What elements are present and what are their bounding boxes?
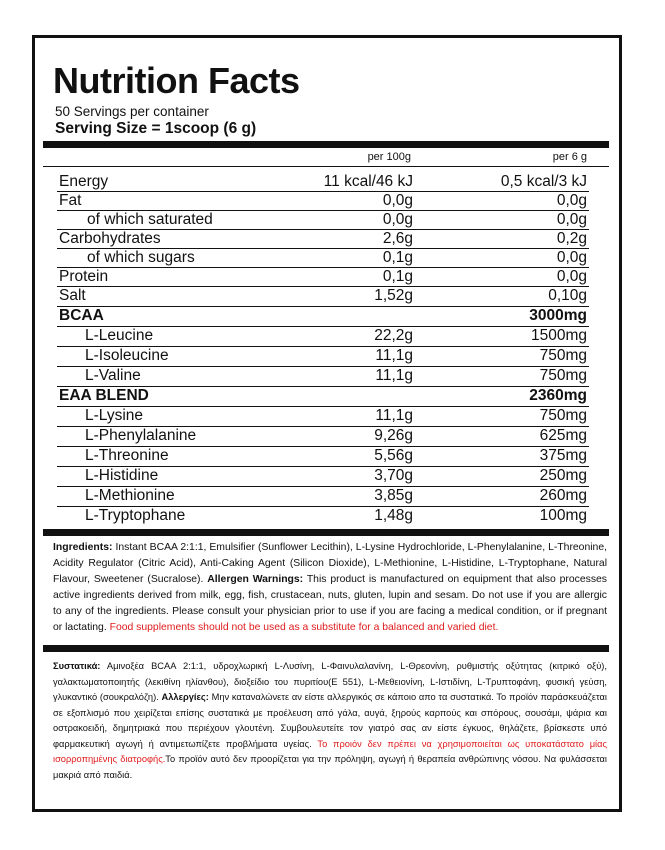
amino-row-isoleucine (57, 347, 589, 367)
column-header-per-100g: per 100g (367, 151, 411, 163)
amino-name: L-Leucine (85, 327, 154, 344)
value-per-serving: 0,2g (556, 230, 587, 247)
value-per-100g: 0,1g (382, 268, 413, 285)
section-row-eaa-blend (57, 387, 589, 407)
nutrient-name: Fat (59, 192, 82, 209)
value-per-100g: 22,2g (374, 327, 413, 344)
ingredients-english (53, 540, 607, 636)
amino-row-lysine (57, 407, 589, 427)
greek-allergen-text: Μην καταναλώνετε αν είστε αλλεργικός σε κάποιο απο τα συστατικά. Το προϊόν παράσκευάζεται σε εξοπλισμό που χειρίζεται επίσης συστατικά με προέλευση από γάλα, αυγά, ξηρούς καρπούς και σπόρους, σουσάμι, ψάρια και οστρακοειδή, δημητριακά που περιέχουν γλουτένη. Συμβουλευτείτε τον γιατρό σας αν είστε έγκυος, θηλάζετε, βρίσκεστε υπό φαρμακευτική αγωγή ή αντιμετωπίζετε προβλήματα υγείας. (53, 692, 607, 749)
greek-supplement-warning: Το προιόν δεν πρέπει να χρησιμοποιείται ως υποκατάστατο μίας ισορροπημένης διατροφής. (53, 738, 607, 764)
section-total: 2360mg (529, 387, 587, 404)
amino-name: L-Isoleucine (85, 347, 169, 364)
divider-thick (43, 141, 609, 148)
value-per-serving: 750mg (539, 347, 587, 364)
greek-allergen-label: Αλλεργίες: (161, 692, 209, 702)
ingredients-greek (53, 659, 607, 783)
value-per-100g: 11 kcal/46 kJ (323, 173, 413, 190)
amino-name: L-Tryptophane (85, 507, 186, 524)
value-per-serving: 375mg (539, 447, 587, 464)
value-per-100g: 1,48g (374, 507, 413, 524)
value-per-serving: 625mg (539, 427, 587, 444)
divider (43, 166, 609, 167)
value-per-100g: 3,70g (374, 467, 413, 484)
amino-name: L-Histidine (85, 467, 159, 484)
amino-row-threonine (57, 447, 589, 467)
ingredients-text: Instant BCAA 2:1:1, Emulsifier (Sunflower Lecithin), L-Lysine Hydrochloride, L-Phenylalanine, L-Threonine, Acidity Regulator (Citric Acid), Anti-Caking Agent (Silicon Dioxide), L-Methionine, L-Histidine, L-Tryptophane, Natural Flavour, Sweetener (Sucralose). (53, 542, 607, 585)
value-per-serving: 750mg (539, 367, 587, 384)
label-title: Nutrition Facts (53, 60, 300, 101)
nutrient-row-energy (57, 173, 589, 192)
amino-row-valine (57, 367, 589, 387)
section-total: 3000mg (529, 307, 587, 324)
nutrient-name: Energy (59, 173, 109, 190)
value-per-100g: 11,1g (375, 367, 413, 384)
amino-name: L-Threonine (85, 447, 169, 464)
value-per-serving: 260mg (539, 487, 587, 504)
allergen-text: This product is manufactured on equipment that also processes active ingredients derived from milk, egg, fish, crustacean, nuts, gluten, lupin and sesam. Do not use if you are allergic to any of the ingredients. Please consult your physician prior to use if you are facing a medical condition, or if pregnant or lactating. (53, 574, 607, 633)
value-per-100g: 11,1g (375, 407, 413, 424)
nutrient-table (57, 173, 589, 527)
nutrient-name: Carbohydrates (59, 230, 161, 247)
value-per-serving: 1500mg (530, 327, 587, 344)
greek-ingredients-label: Συστατικά: (53, 661, 101, 671)
value-per-100g: 5,56g (374, 447, 413, 464)
section-name: EAA BLEND (59, 387, 149, 404)
allergen-label: Allergen Warnings: (207, 574, 304, 585)
divider-thick (43, 529, 609, 536)
amino-name: L-Lysine (85, 407, 144, 424)
value-per-100g: 1,52g (374, 287, 413, 304)
nutrient-name: of which saturated (87, 211, 213, 228)
nutrient-name: of which sugars (87, 249, 195, 266)
value-per-100g: 2,6g (382, 230, 413, 247)
value-per-serving: 0,0g (556, 249, 587, 266)
amino-row-leucine (57, 327, 589, 347)
value-per-serving: 100mg (539, 507, 587, 524)
nutrient-row-protein (57, 268, 589, 287)
amino-name: L-Valine (85, 367, 141, 384)
serving-size: Serving Size = 1scoop (6 g) (55, 120, 257, 137)
ingredients-label: Ingredients: (53, 542, 113, 553)
divider-thick (43, 645, 609, 652)
amino-row-phenylalanine (57, 427, 589, 447)
value-per-100g: 3,85g (374, 487, 413, 504)
value-per-100g: 9,26g (374, 427, 413, 444)
greek-ingredients-text: Αμινοξέα BCAA 2:1:1, υδροχλωρική L-Λυσίνη, L-Φαινυλαλανίνη, L-Θρεονίνη, ρυθμιστής οξύτητας (κιτρικό οξύ), γαλακτωματοποιητής (λεκιθίνη ηλίανθου), διοξείδιο του πυριτίου(E 551), L-Μεθειονίνη, L-Ιστιδίνη, L-Τρυπτοφάνη, φυσική γεύση, γλυκαντικό (σουκραλόζη). (53, 661, 607, 702)
nutrition-label (32, 35, 622, 812)
value-per-100g: 11,1g (375, 347, 413, 364)
supplement-warning: Food supplements should not be used as a substitute for a balanced and varied diet. (109, 622, 499, 633)
value-per-100g: 0,0g (382, 192, 413, 209)
amino-row-histidine (57, 467, 589, 487)
greek-closing-text: Το προϊόν αυτό δεν προορίζεται για την πρόληψη, αγωγή ή θεραπεία ανθρώπινης νόσου. Να φυλάσσεται μακριά από παιδιά. (53, 754, 607, 780)
value-per-serving: 0,10g (548, 287, 587, 304)
value-per-serving: 0,0g (556, 268, 587, 285)
nutrient-name: Salt (59, 287, 86, 304)
value-per-serving: 750mg (539, 407, 587, 424)
amino-name: L-Phenylalanine (85, 427, 197, 444)
value-per-100g: 0,1g (382, 249, 413, 266)
value-per-100g: 0,0g (382, 211, 413, 228)
amino-row-methionine (57, 487, 589, 507)
column-header-per-serving: per 6 g (552, 151, 587, 163)
nutrient-row-salt (57, 287, 589, 307)
amino-row-tryptophane (57, 507, 589, 527)
servings-per-container: 50 Servings per container (55, 104, 209, 119)
nutrient-name: Protein (59, 268, 109, 285)
value-per-serving: 0,0g (556, 211, 587, 228)
amino-name: L-Methionine (85, 487, 175, 504)
value-per-serving: 0,5 kcal/3 kJ (500, 173, 587, 190)
section-row-bcaa (57, 307, 589, 327)
nutrient-row-sugars (57, 249, 589, 268)
section-name: BCAA (59, 307, 104, 324)
value-per-serving: 250mg (539, 467, 587, 484)
value-per-serving: 0,0g (556, 192, 587, 209)
